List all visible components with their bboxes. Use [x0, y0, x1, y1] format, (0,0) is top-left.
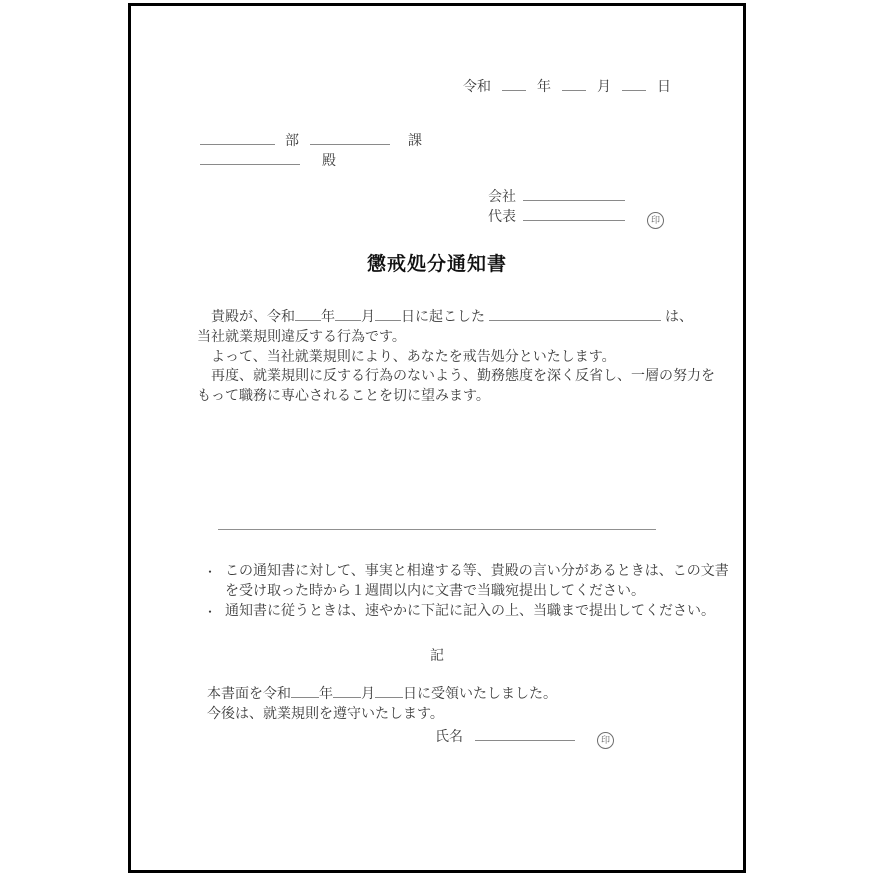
- addressee-name-row: [200, 150, 422, 170]
- notes-list: [204, 562, 729, 622]
- body-l1-year: 年: [321, 310, 335, 325]
- receipt-month-blank: [333, 686, 361, 698]
- dept-name-blank: [200, 133, 275, 145]
- incident-day-blank: [375, 309, 401, 321]
- ki-heading: 記: [430, 649, 444, 664]
- signature-line: [435, 726, 614, 747]
- representative-name-blank: [523, 209, 625, 221]
- receipt-day-blank: [375, 686, 403, 698]
- body-line-5: もって職務に専心されることを切に望みます。: [197, 389, 490, 405]
- closing-l1-year: 年: [319, 687, 333, 702]
- body-l1-pre: 貴殿が、令和: [211, 310, 295, 325]
- closing-l1-day: 日に受領いたしました。: [403, 687, 557, 702]
- year-blank: [502, 79, 526, 91]
- body-line-4: 再度、就業規則に反する行為のないよう、勤務態度を深く反省し、一層の努力を: [211, 369, 715, 385]
- era-label: 令和: [463, 80, 491, 95]
- section-label: 課: [408, 134, 422, 149]
- note-1-line-1: この通知書に対して、事実と相違する等、貴殿の言い分があるときは、この文書: [225, 564, 729, 579]
- dept-label: 部: [285, 134, 299, 149]
- sender-block: [488, 186, 664, 226]
- body-paragraph: [197, 308, 715, 407]
- closing-block: [207, 685, 557, 725]
- closing-line-2: 今後は、就業規則を遵守いたします。: [207, 707, 444, 722]
- company-label: 会社: [488, 190, 516, 205]
- month-label: 月: [597, 80, 611, 95]
- name-label: 氏名: [435, 730, 463, 745]
- bullet-icon: ・: [204, 565, 217, 579]
- closing-l1-month: 月: [361, 687, 375, 702]
- bullet-icon: ・: [204, 605, 217, 619]
- note-2-line-1: 通知書に従うときは、速やかに下記に記入の上、当職まで提出してください。: [225, 604, 715, 619]
- closing-line-1: [207, 685, 557, 705]
- addressee-dept-row: [200, 130, 422, 150]
- year-label: 年: [537, 80, 551, 95]
- incident-year-blank: [295, 309, 321, 321]
- receipt-year-blank: [291, 686, 319, 698]
- signature-seal-icon: 印: [597, 732, 614, 749]
- note-item-2: [204, 602, 729, 622]
- addressee-name-blank: [200, 153, 300, 165]
- body-l1-post: は、: [665, 310, 693, 325]
- body-line-2: 当社就業規則違反する行為です。: [197, 329, 406, 345]
- note-item-1: [204, 562, 729, 602]
- incident-description-blank: [489, 309, 661, 321]
- body-line-1: [197, 308, 715, 328]
- signature-name-blank: [475, 729, 575, 741]
- document-title: 懲戒処分通知書: [366, 254, 507, 275]
- day-blank: [622, 79, 646, 91]
- representative-label: 代表: [488, 210, 516, 225]
- note-item-1-text: [225, 562, 729, 602]
- closing-l1-pre: 本書面を令和: [207, 687, 291, 702]
- section-name-blank: [310, 133, 390, 145]
- body-l1-month: 月: [361, 310, 375, 325]
- day-label: 日: [657, 80, 671, 95]
- company-seal-icon: 印: [647, 212, 664, 229]
- addressee-block: [200, 130, 422, 170]
- honorific-label: 殿: [322, 154, 336, 169]
- divider-line: [218, 529, 656, 530]
- representative-row: [488, 206, 664, 226]
- body-line-3: よって、当社就業規則により、あなたを戒告処分といたします。: [211, 349, 616, 365]
- company-name-blank: [523, 189, 625, 201]
- month-blank: [562, 79, 586, 91]
- company-row: [488, 186, 664, 206]
- note-1-line-2: を受け取った時から１週間以内に文書で当職宛提出してください。: [225, 584, 645, 599]
- date-line: [463, 76, 671, 96]
- incident-month-blank: [335, 309, 361, 321]
- body-l1-day: 日に起こした: [401, 310, 485, 325]
